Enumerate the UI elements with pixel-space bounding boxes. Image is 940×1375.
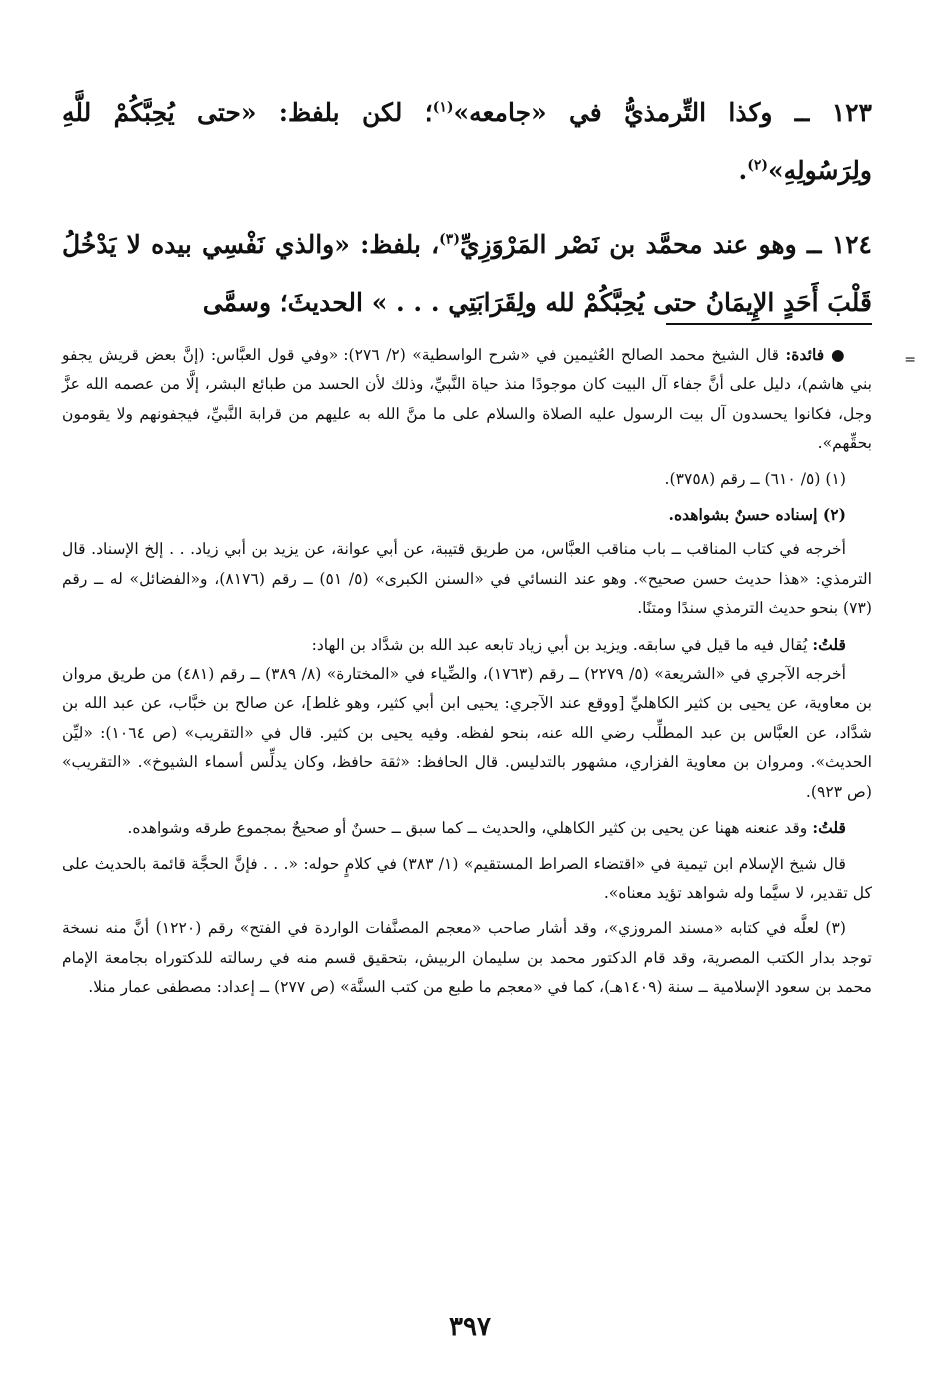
footnote-2: (٢) إسناده حسنٌ بشواهده. <box>668 505 846 525</box>
paragraph-124-rest: ، بلفظ: «والذي نَفْسِي بيده لا يَدْخُلُ قَلْبَ أَحَدٍ الإِيمَانُ حتى يُحِبَّكُمْ لله ولِقَرَابَتِي . . . » الحديثَ؛ وسمَّى <box>62 230 872 317</box>
footnote-2-paragraph-2 <box>62 630 872 660</box>
paragraph-123-middle: ؛ لكن بلفظ: «حتى يُحِبَّكُمْ للَّهِ ولِرَسُولِهِ» <box>62 98 872 185</box>
faida-note <box>62 340 872 459</box>
footnote-2-paragraph-4-text: وقد عنعنه ههنا عن يحيى بن كثير الكاهلي، والحديث ــ كما سبق ــ حسنٌ أو صحيحٌ بمجموع طرقه وشواهده. <box>127 819 808 838</box>
paragraph-123-end: . <box>738 156 748 185</box>
page-number: ٣٩٧ <box>449 1312 491 1342</box>
footnote-ref-1: (١) <box>432 99 454 116</box>
paragraph-124 <box>62 216 872 332</box>
faida-label: ● فائدة: <box>785 345 846 364</box>
footnote-1: (١) (٥/ ٦١٠) ــ رقم (٣٧٥٨). <box>664 469 846 488</box>
continuation-marker: = <box>904 352 916 368</box>
footnotes <box>62 340 916 1003</box>
faida-text: قال الشيخ محمد الصالح العُثيمين في «شرح الواسطية» (٢/ ٢٧٦): «وفي قول العبَّاس: (إنَّ بعض قريش يجفو بني هاشم)، دليل على أنَّ جفاء آل البيت كان موجودًا منذ حياة النَّبيِّ، وذلك لأن الحسد من طبائع البشر، إلَّا من عصمه الله عزَّ وجل، فكانوا يحسدون آل بيت الرسول عليه الصلاة والسلام على ما منَّ الله به عليهم من قرابة النَّبيِّ، فيجفونهم ولا يقومون بحقِّهم». <box>62 346 872 453</box>
footnote-ref-3: (٣) <box>439 231 460 248</box>
footnote-3: (٣) لعلَّه في كتابه «مسند المروزي»، وقد أشار صاحب «معجم المصنَّفات الواردة في الفتح» رقم (١٢٢٠) أنَّ منه نسخة توجد بدار الكتب المصرية، وقد قام الدكتور محمد بن سليمان الربيش، بتحقيق قسم منه في رسالته للدكتوراه بجامعة الإمام محمد بن سعود الإسلامية ــ سنة (١٤٠٩هـ)، كما في «معجم ما طبع من كتب السنَّة» (ص ٢٧٧) ــ إعداد: مصطفى عمار منلا. <box>62 919 872 997</box>
footnote-2-paragraph-4 <box>62 813 872 843</box>
footnote-2-paragraph-3: أخرجه الآجري في «الشريعة» (٥/ ٢٢٧٩) ــ رقم (١٧٦٣)، والضِّياء في «المختارة» (٨/ ٣٨٩) ــ رقم (٤٨١) من طريق مروان بن معاوية، عن يحيى بن كثير الكاهليِّ [ووقع عند الآجري: يحيى ابن أبي كثير، وهو غلط]، عن صالح بن خبَّاب، عن عبد الله بن شدَّاد، عن العبَّاس بن عبد المطلِّب رضي الله عنه، بنحو لفظه. وفيه يحيى بن كثير. قال في «التقريب» (ص ١٠٦٤): «ليِّن الحديث». ومروان بن معاوية الفزاري، مشهور بالتدليس. قال الحافظ: «ثقة حافظ، وكان يدلِّس أسماء الشيوخ». «التقريب» (ص ٩٢٣). <box>62 665 872 801</box>
main-text <box>62 84 872 348</box>
qultu-label: قلتُ: <box>812 818 846 838</box>
qultu-label: قلتُ: <box>812 634 846 654</box>
paragraph-123-start: ١٢٣ ــ وكذا التِّرمذيُّ في «جامعه» <box>453 98 872 127</box>
paragraph-124-start: ١٢٤ ــ وهو عند محمَّد بن نَصْر المَرْوَزِيِّ <box>459 230 872 259</box>
footnote-2-paragraph-5: قال شيخ الإسلام ابن تيمية في «اقتضاء الصراط المستقيم» (١/ ٣٨٣) في كلامٍ حوله: «. . . فإنَّ الحجَّة قائمة بالحديث على كل تقدير، لا سيَّما وله شواهد تؤيد معناه». <box>62 854 872 902</box>
footnote-ref-2: (٢) <box>747 157 768 174</box>
footnote-2-paragraph-1: أخرجه في كتاب المناقب ــ باب مناقب العبَّاس، من طريق قتيبة، عن أبي عوانة، عن يزيد بن أبي زياد. . . إلخ الإسناد. قال الترمذي: «هذا حديث حسن صحيح». وهو عند النسائي في «السنن الكبرى» (٥/ ٥١) ــ رقم (٨١٧٦)، و«الفضائل» له ــ رقم (٧٣) بنحو حديث الترمذي سندًا ومتنًا. <box>62 540 872 618</box>
footnote-separator <box>666 323 872 325</box>
paragraph-123 <box>62 84 872 200</box>
footnote-2-paragraph-2-text: يُقال فيه ما قيل في سابقه. ويزيد بن أبي زياد تابعه عبد الله بن شدَّاد بن الهاد: <box>311 635 808 654</box>
